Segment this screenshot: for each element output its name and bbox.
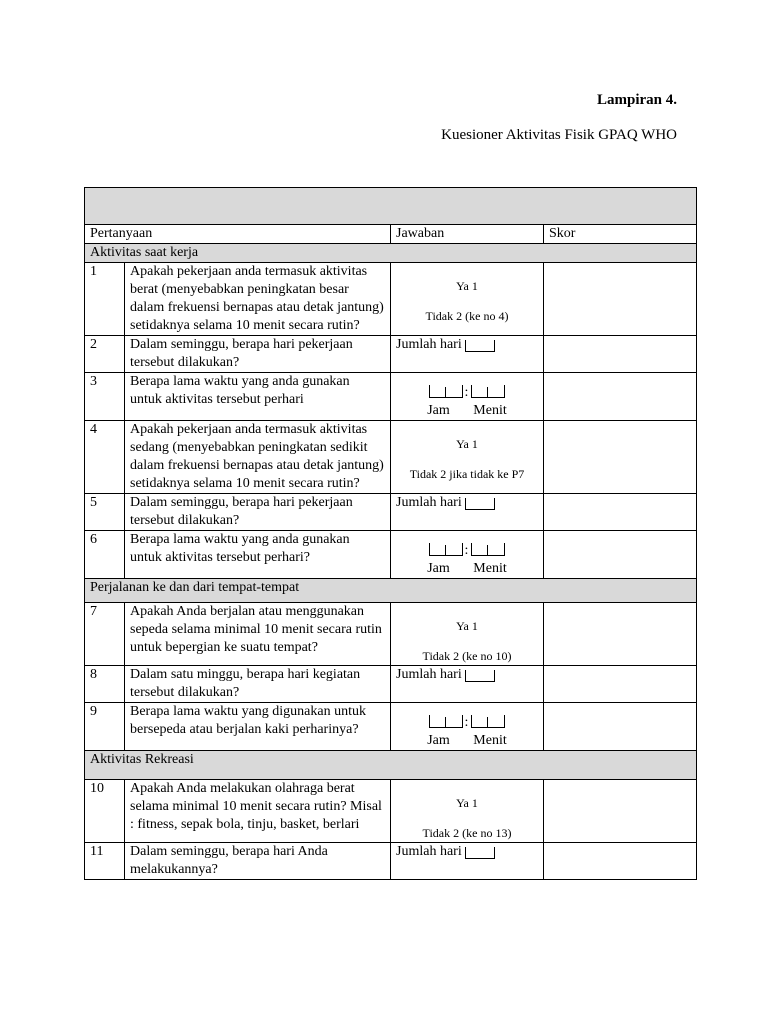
row-question: Apakah pekerjaan anda termasuk aktivitas sedang (menyebabkan peningkatan sedikit dalam frekuensi bernapas atau detak jantung) setidaknya selama 10 menit secara rutin? [125,421,391,494]
table-row [85,421,697,494]
table-row [85,703,697,751]
table-header-row [85,225,697,244]
hours-label: Jam [427,561,450,576]
table-row [85,373,697,421]
row-question: Apakah pekerjaan anda termasuk aktivitas berat (menyebabkan peningkatan besar dalam frekuensi bernapas atau detak jantung) setidaknya selama 10 menit secara rutin? [125,263,391,336]
row-number: 2 [85,336,125,373]
hours-input-box[interactable] [429,543,463,556]
yes-option[interactable]: Ya 1 [456,437,478,451]
row-question: Berapa lama waktu yang digunakan untuk bersepeda atau berjalan kaki perharinya? [125,703,391,751]
yes-no-answer[interactable] [391,780,544,843]
row-number: 5 [85,494,125,531]
score-cell[interactable] [544,703,697,751]
header-question: Pertanyaan [85,225,391,244]
row-question: Berapa lama waktu yang anda gunakan untuk aktivitas tersebut perhari [125,373,391,421]
row-number: 1 [85,263,125,336]
minutes-input-box[interactable] [471,715,505,728]
minutes-label: Menit [473,733,507,748]
page-title: Lampiran 4. [596,92,677,108]
days-label: Jumlah hari [396,495,462,510]
row-question: Dalam seminggu, berapa hari pekerjaan tersebut dilakukan? [125,494,391,531]
score-cell[interactable] [544,531,697,579]
table-row [85,263,697,336]
days-answer[interactable] [391,336,544,373]
no-option[interactable]: Tidak 2 (ke no 4) [425,309,509,323]
table-row [85,494,697,531]
row-number: 10 [85,780,125,843]
yes-no-answer[interactable] [391,603,544,666]
section-header-work: Aktivitas saat kerja [85,244,697,263]
duration-answer[interactable]: : Jam Menit [391,531,544,579]
hours-input-box[interactable] [429,385,463,398]
score-cell[interactable] [544,843,697,880]
questionnaire-title: Kuesioner Aktivitas Fisik GPAQ WHO [441,127,677,143]
header-answer: Jawaban [391,225,544,244]
days-answer[interactable] [391,494,544,531]
hours-input-box[interactable] [429,715,463,728]
score-cell[interactable] [544,494,697,531]
minutes-input-box[interactable] [471,385,505,398]
score-cell[interactable] [544,263,697,336]
row-number: 11 [85,843,125,880]
table-row [85,531,697,579]
days-input-box[interactable] [465,670,495,682]
row-number: 4 [85,421,125,494]
row-number: 7 [85,603,125,666]
table-row [85,603,697,666]
score-cell[interactable] [544,336,697,373]
no-option[interactable]: Tidak 2 (ke no 10) [422,649,512,663]
no-option[interactable]: Tidak 2 jika tidak ke P7 [409,467,525,481]
yes-no-answer[interactable] [391,421,544,494]
score-cell[interactable] [544,603,697,666]
score-cell[interactable] [544,780,697,843]
duration-answer[interactable]: : Jam Menit [391,373,544,421]
row-question: Dalam seminggu, berapa hari Anda melakukannya? [125,843,391,880]
days-label: Jumlah hari [396,337,462,352]
days-answer[interactable] [391,666,544,703]
questionnaire-table [84,187,697,880]
section-header-recreation: Aktivitas Rekreasi [85,751,697,780]
minutes-input-box[interactable] [471,543,505,556]
days-answer[interactable] [391,843,544,880]
row-number: 9 [85,703,125,751]
yes-option[interactable]: Ya 1 [456,619,478,633]
row-number: 8 [85,666,125,703]
minutes-label: Menit [473,561,507,576]
yes-option[interactable]: Ya 1 [456,796,478,810]
table-blank-header-row [85,188,697,225]
days-input-box[interactable] [465,847,495,859]
row-question: Dalam seminggu, berapa hari pekerjaan tersebut dilakukan? [125,336,391,373]
minutes-label: Menit [473,403,507,418]
row-number: 6 [85,531,125,579]
row-question: Berapa lama waktu yang anda gunakan untuk aktivitas tersebut perhari? [125,531,391,579]
table-row [85,780,697,843]
table-row [85,336,697,373]
section-header-travel: Perjalanan ke dan dari tempat-tempat [85,579,697,603]
yes-no-answer[interactable] [391,263,544,336]
days-label: Jumlah hari [396,667,462,682]
duration-answer[interactable]: : Jam Menit [391,703,544,751]
yes-option[interactable]: Ya 1 [456,279,478,293]
no-option[interactable]: Tidak 2 (ke no 13) [422,826,512,840]
table-row [85,843,697,880]
table-row [85,666,697,703]
row-question: Apakah Anda melakukan olahraga berat selama minimal 10 menit secara rutin? Misal : fitness, sepak bola, tinju, basket, berlari [125,780,391,843]
hours-label: Jam [427,403,450,418]
row-question: Apakah Anda berjalan atau menggunakan sepeda selama minimal 10 menit secara rutin untuk bepergian ke suatu tempat? [125,603,391,666]
score-cell[interactable] [544,666,697,703]
score-cell[interactable] [544,421,697,494]
days-label: Jumlah hari [396,844,462,859]
row-number: 3 [85,373,125,421]
hours-label: Jam [427,733,450,748]
days-input-box[interactable] [465,340,495,352]
score-cell[interactable] [544,373,697,421]
days-input-box[interactable] [465,498,495,510]
row-question: Dalam satu minggu, berapa hari kegiatan tersebut dilakukan? [125,666,391,703]
header-score: Skor [544,225,697,244]
